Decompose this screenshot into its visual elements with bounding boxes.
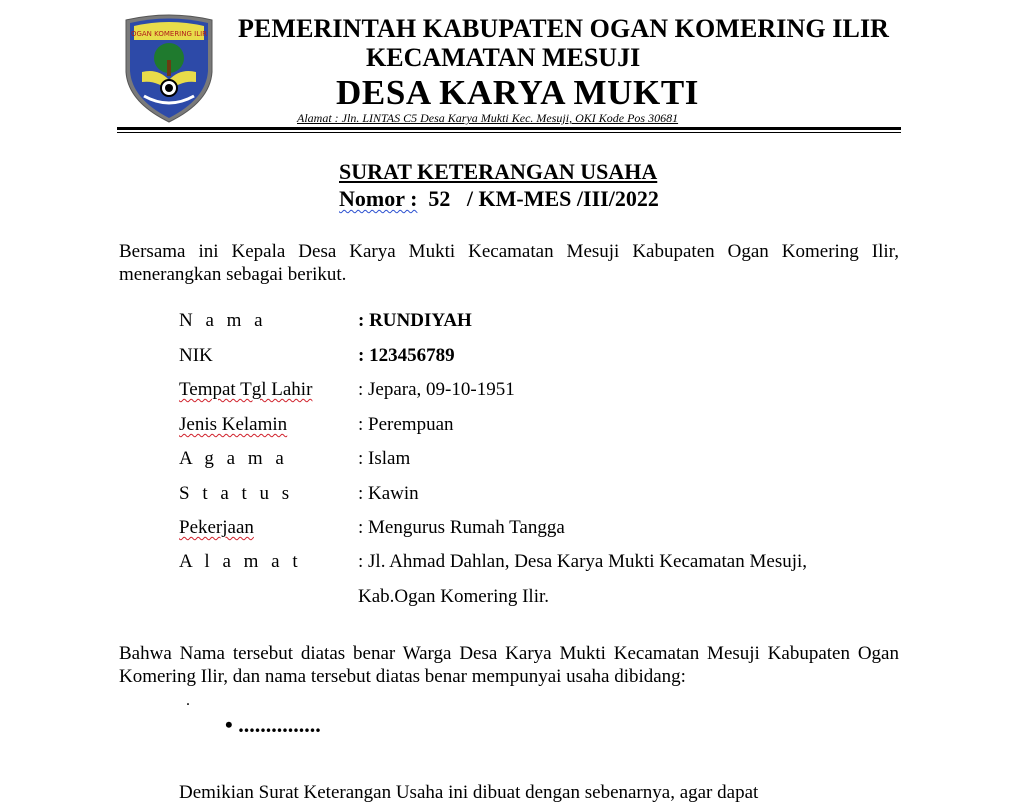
field-value-gender: : Perempuan <box>358 414 454 435</box>
header-district: KECAMATAN MESUJI <box>366 43 641 72</box>
field-label-address: A l a m a t <box>179 551 302 572</box>
field-value-address-cont: Kab.Ogan Komering Ilir. <box>358 586 550 607</box>
field-label-name: N a m a <box>179 310 267 331</box>
field-label-gender: Jenis Kelamin <box>179 414 288 435</box>
header-address: Alamat : Jln. LINTAS C5 Desa Karya Mukti Kec. Mesuji, OKI Kode Pos 30681 <box>297 111 679 125</box>
document-number <box>339 186 659 212</box>
field-label-status: S t a t u s <box>179 483 294 504</box>
field-value-occupation: : Mengurus Rumah Tangga <box>358 517 565 538</box>
statement-paragraph: Bahwa Nama tersebut diatas benar Warga Desa Karya Mukti Kecamatan Mesuji Kabupaten Ogan Komering Ilir, dan nama tersebut diatas benar mempunyai usaha dibidang: <box>119 643 899 687</box>
small-dot: . <box>186 692 190 709</box>
intro-paragraph: Bersama ini Kepala Desa Karya Mukti Kecamatan Mesuji Kabupaten Ogan Komering Ilir, menerangkan sebagai berikut. <box>119 241 899 285</box>
field-label-birth: Tempat Tgl Lahir <box>179 379 313 400</box>
field-value-nik: : 123456789 <box>358 345 455 366</box>
closing-paragraph: Demikian Surat Keterangan Usaha ini dibuat dengan sebenarnya, agar dapat <box>179 782 759 803</box>
field-value-birth: : Jepara, 09-10-1951 <box>358 379 515 400</box>
field-value-religion: : Islam <box>358 448 411 469</box>
business-field-bullet: • ............... <box>225 712 321 737</box>
field-value-address: : Jl. Ahmad Dahlan, Desa Karya Mukti Kecamatan Mesuji, <box>358 551 808 572</box>
header-government: PEMERINTAH KABUPATEN OGAN KOMERING ILIR <box>238 14 890 43</box>
field-value-status: : Kawin <box>358 483 419 504</box>
field-label-religion: A g a m a <box>179 448 288 469</box>
number-label: Nomor : <box>339 186 418 211</box>
logo-text: OGAN KOMERING ILIR <box>130 30 208 38</box>
number-value: 52 / KM-MES /III/2022 <box>417 186 659 211</box>
header-village: DESA KARYA MUKTI <box>336 73 699 112</box>
field-value-name: : RUNDIYAH <box>358 310 472 331</box>
document-title: SURAT KETERANGAN USAHA <box>339 159 658 184</box>
regency-logo <box>118 10 220 124</box>
header-rule-thin <box>117 132 901 133</box>
header-rule-thick <box>117 127 901 130</box>
field-label-occupation: Pekerjaan <box>179 517 254 538</box>
field-label-nik: NIK <box>179 345 213 366</box>
